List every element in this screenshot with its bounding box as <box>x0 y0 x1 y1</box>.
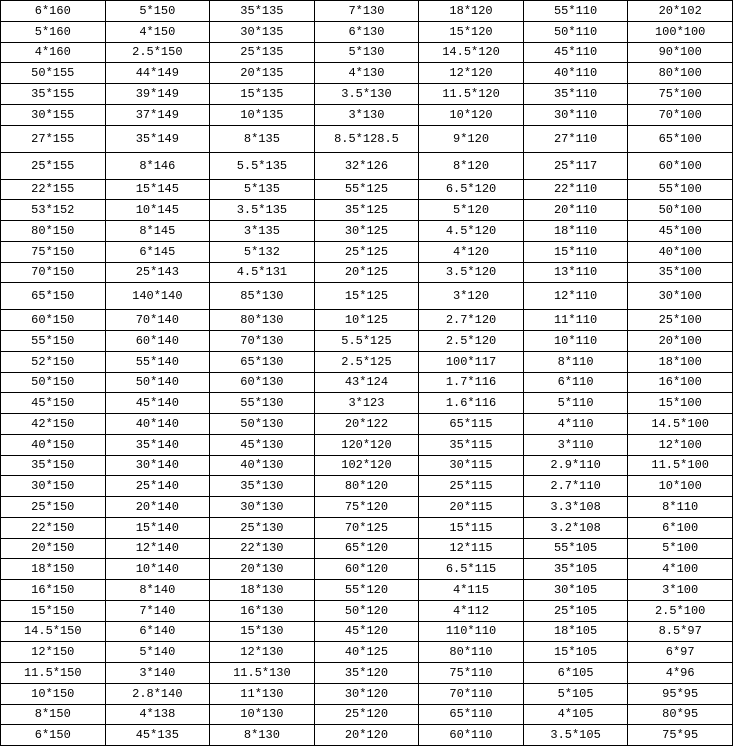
table-cell: 6*110 <box>523 372 628 393</box>
table-cell: 18*120 <box>419 1 524 22</box>
table-cell: 80*95 <box>628 704 733 725</box>
table-cell: 25*120 <box>314 704 419 725</box>
table-cell: 50*100 <box>628 200 733 221</box>
table-cell: 6*140 <box>105 621 210 642</box>
table-row <box>1 283 733 310</box>
table-cell: 75*150 <box>1 241 106 262</box>
table-row <box>1 84 733 105</box>
table-row <box>1 152 733 179</box>
table-cell: 40*150 <box>1 434 106 455</box>
table-cell: 30*150 <box>1 476 106 497</box>
table-cell: 35*135 <box>210 1 315 22</box>
table-cell: 2.8*140 <box>105 683 210 704</box>
table-cell: 8.5*97 <box>628 621 733 642</box>
table-row <box>1 125 733 152</box>
table-cell: 45*130 <box>210 434 315 455</box>
table-cell: 110*110 <box>419 621 524 642</box>
table-cell: 65*110 <box>419 704 524 725</box>
table-cell: 4*160 <box>1 42 106 63</box>
table-cell: 20*135 <box>210 63 315 84</box>
table-cell: 1.7*116 <box>419 372 524 393</box>
table-cell: 40*140 <box>105 414 210 435</box>
table-cell: 100*100 <box>628 21 733 42</box>
table-cell: 75*120 <box>314 497 419 518</box>
table-cell: 60*150 <box>1 310 106 331</box>
table-cell: 14.5*150 <box>1 621 106 642</box>
table-cell: 60*110 <box>419 725 524 746</box>
table-cell: 2.5*120 <box>419 331 524 352</box>
table-cell: 5*135 <box>210 179 315 200</box>
table-cell: 30*130 <box>210 497 315 518</box>
table-cell: 11.5*120 <box>419 84 524 105</box>
table-row <box>1 455 733 476</box>
table-cell: 15*125 <box>314 283 419 310</box>
table-cell: 20*130 <box>210 559 315 580</box>
table-cell: 5*150 <box>105 1 210 22</box>
table-cell: 4*96 <box>628 663 733 684</box>
table-cell: 43*124 <box>314 372 419 393</box>
table-cell: 50*150 <box>1 372 106 393</box>
table-cell: 75*95 <box>628 725 733 746</box>
table-cell: 50*155 <box>1 63 106 84</box>
table-cell: 60*100 <box>628 152 733 179</box>
table-row <box>1 621 733 642</box>
table-row <box>1 1 733 22</box>
table-row <box>1 262 733 283</box>
table-cell: 5*130 <box>314 42 419 63</box>
table-cell: 4*110 <box>523 414 628 435</box>
table-cell: 45*135 <box>105 725 210 746</box>
table-cell: 7*140 <box>105 600 210 621</box>
table-cell: 4*130 <box>314 63 419 84</box>
table-row <box>1 331 733 352</box>
table-cell: 4*112 <box>419 600 524 621</box>
table-cell: 100*117 <box>419 351 524 372</box>
table-cell: 60*130 <box>210 372 315 393</box>
table-cell: 15*150 <box>1 600 106 621</box>
table-cell: 30*105 <box>523 580 628 601</box>
table-cell: 3.2*108 <box>523 517 628 538</box>
table-cell: 140*140 <box>105 283 210 310</box>
table-cell: 55*140 <box>105 351 210 372</box>
table-cell: 45*140 <box>105 393 210 414</box>
table-row <box>1 642 733 663</box>
table-cell: 35*140 <box>105 434 210 455</box>
dimension-table-body <box>1 1 733 746</box>
table-cell: 20*100 <box>628 331 733 352</box>
table-cell: 11.5*100 <box>628 455 733 476</box>
table-cell: 15*145 <box>105 179 210 200</box>
table-cell: 32*126 <box>314 152 419 179</box>
table-cell: 2.7*120 <box>419 310 524 331</box>
table-cell: 80*130 <box>210 310 315 331</box>
table-cell: 35*130 <box>210 476 315 497</box>
table-row <box>1 476 733 497</box>
table-cell: 8.5*128.5 <box>314 125 419 152</box>
table-cell: 45*150 <box>1 393 106 414</box>
table-cell: 5*120 <box>419 200 524 221</box>
table-cell: 35*110 <box>523 84 628 105</box>
table-cell: 3*110 <box>523 434 628 455</box>
table-cell: 80*110 <box>419 642 524 663</box>
table-cell: 18*110 <box>523 221 628 242</box>
table-cell: 20*140 <box>105 497 210 518</box>
table-cell: 85*130 <box>210 283 315 310</box>
table-row <box>1 497 733 518</box>
table-cell: 55*125 <box>314 179 419 200</box>
table-cell: 55*100 <box>628 179 733 200</box>
table-cell: 55*120 <box>314 580 419 601</box>
table-cell: 2.9*110 <box>523 455 628 476</box>
table-cell: 8*120 <box>419 152 524 179</box>
table-cell: 6*130 <box>314 21 419 42</box>
table-cell: 22*130 <box>210 538 315 559</box>
table-cell: 27*110 <box>523 125 628 152</box>
table-cell: 10*140 <box>105 559 210 580</box>
table-cell: 65*115 <box>419 414 524 435</box>
table-cell: 8*110 <box>628 497 733 518</box>
table-cell: 45*110 <box>523 42 628 63</box>
table-cell: 45*100 <box>628 221 733 242</box>
table-cell: 25*150 <box>1 497 106 518</box>
table-row <box>1 351 733 372</box>
table-cell: 50*110 <box>523 21 628 42</box>
table-cell: 50*130 <box>210 414 315 435</box>
table-cell: 39*149 <box>105 84 210 105</box>
table-cell: 5*160 <box>1 21 106 42</box>
table-cell: 52*150 <box>1 351 106 372</box>
table-cell: 10*110 <box>523 331 628 352</box>
table-cell: 8*140 <box>105 580 210 601</box>
table-cell: 35*125 <box>314 200 419 221</box>
table-cell: 30*140 <box>105 455 210 476</box>
table-cell: 25*115 <box>419 476 524 497</box>
table-cell: 120*120 <box>314 434 419 455</box>
table-row <box>1 725 733 746</box>
table-cell: 20*120 <box>314 725 419 746</box>
table-cell: 7*130 <box>314 1 419 22</box>
table-row <box>1 179 733 200</box>
table-cell: 4*100 <box>628 559 733 580</box>
table-cell: 8*135 <box>210 125 315 152</box>
table-cell: 30*125 <box>314 221 419 242</box>
table-cell: 40*130 <box>210 455 315 476</box>
table-cell: 55*110 <box>523 1 628 22</box>
table-cell: 30*155 <box>1 104 106 125</box>
table-cell: 18*100 <box>628 351 733 372</box>
table-cell: 25*125 <box>314 241 419 262</box>
table-row <box>1 538 733 559</box>
table-row <box>1 600 733 621</box>
table-cell: 10*145 <box>105 200 210 221</box>
table-cell: 80*100 <box>628 63 733 84</box>
table-cell: 16*100 <box>628 372 733 393</box>
table-cell: 80*150 <box>1 221 106 242</box>
table-cell: 10*150 <box>1 683 106 704</box>
table-row <box>1 63 733 84</box>
table-cell: 35*105 <box>523 559 628 580</box>
table-cell: 5*132 <box>210 241 315 262</box>
table-cell: 12*150 <box>1 642 106 663</box>
table-cell: 14.5*100 <box>628 414 733 435</box>
table-cell: 70*125 <box>314 517 419 538</box>
table-cell: 6*100 <box>628 517 733 538</box>
table-cell: 3*100 <box>628 580 733 601</box>
table-cell: 80*120 <box>314 476 419 497</box>
table-cell: 65*150 <box>1 283 106 310</box>
table-cell: 15*130 <box>210 621 315 642</box>
table-cell: 6*145 <box>105 241 210 262</box>
table-cell: 4*120 <box>419 241 524 262</box>
table-cell: 4*138 <box>105 704 210 725</box>
table-cell: 70*140 <box>105 310 210 331</box>
table-row <box>1 434 733 455</box>
table-cell: 40*125 <box>314 642 419 663</box>
table-cell: 8*110 <box>523 351 628 372</box>
table-cell: 25*100 <box>628 310 733 331</box>
table-cell: 55*105 <box>523 538 628 559</box>
table-cell: 5.5*135 <box>210 152 315 179</box>
table-cell: 102*120 <box>314 455 419 476</box>
table-cell: 3.5*120 <box>419 262 524 283</box>
table-cell: 50*120 <box>314 600 419 621</box>
table-cell: 4*115 <box>419 580 524 601</box>
table-cell: 12*120 <box>419 63 524 84</box>
table-cell: 3.5*105 <box>523 725 628 746</box>
table-cell: 18*130 <box>210 580 315 601</box>
table-cell: 60*140 <box>105 331 210 352</box>
table-cell: 4.5*120 <box>419 221 524 242</box>
table-cell: 8*146 <box>105 152 210 179</box>
table-row <box>1 580 733 601</box>
table-cell: 55*150 <box>1 331 106 352</box>
table-cell: 3*140 <box>105 663 210 684</box>
table-cell: 3.5*135 <box>210 200 315 221</box>
table-row <box>1 104 733 125</box>
table-cell: 35*149 <box>105 125 210 152</box>
table-cell: 90*100 <box>628 42 733 63</box>
table-cell: 11*110 <box>523 310 628 331</box>
table-cell: 16*150 <box>1 580 106 601</box>
table-row <box>1 372 733 393</box>
table-row <box>1 200 733 221</box>
table-row <box>1 704 733 725</box>
table-cell: 22*110 <box>523 179 628 200</box>
table-cell: 27*155 <box>1 125 106 152</box>
table-cell: 16*130 <box>210 600 315 621</box>
table-cell: 30*110 <box>523 104 628 125</box>
table-cell: 6.5*120 <box>419 179 524 200</box>
table-row <box>1 393 733 414</box>
table-cell: 12*140 <box>105 538 210 559</box>
table-cell: 15*115 <box>419 517 524 538</box>
table-cell: 42*150 <box>1 414 106 435</box>
table-cell: 10*125 <box>314 310 419 331</box>
table-cell: 50*140 <box>105 372 210 393</box>
table-cell: 22*155 <box>1 179 106 200</box>
table-cell: 6*160 <box>1 1 106 22</box>
table-cell: 4*105 <box>523 704 628 725</box>
table-cell: 25*143 <box>105 262 210 283</box>
table-cell: 10*100 <box>628 476 733 497</box>
table-cell: 20*115 <box>419 497 524 518</box>
table-cell: 5*140 <box>105 642 210 663</box>
table-cell: 5*100 <box>628 538 733 559</box>
table-cell: 9*120 <box>419 125 524 152</box>
table-cell: 8*145 <box>105 221 210 242</box>
table-cell: 8*130 <box>210 725 315 746</box>
table-cell: 25*155 <box>1 152 106 179</box>
table-cell: 2.5*150 <box>105 42 210 63</box>
table-cell: 20*150 <box>1 538 106 559</box>
table-cell: 65*130 <box>210 351 315 372</box>
table-cell: 11.5*130 <box>210 663 315 684</box>
table-cell: 4*150 <box>105 21 210 42</box>
table-cell: 6*97 <box>628 642 733 663</box>
table-cell: 1.6*116 <box>419 393 524 414</box>
table-cell: 15*110 <box>523 241 628 262</box>
table-cell: 20*125 <box>314 262 419 283</box>
table-cell: 3.3*108 <box>523 497 628 518</box>
table-cell: 65*120 <box>314 538 419 559</box>
table-cell: 53*152 <box>1 200 106 221</box>
table-cell: 25*140 <box>105 476 210 497</box>
table-cell: 14.5*120 <box>419 42 524 63</box>
table-row <box>1 42 733 63</box>
table-cell: 20*102 <box>628 1 733 22</box>
table-row <box>1 241 733 262</box>
table-row <box>1 517 733 538</box>
table-cell: 12*100 <box>628 434 733 455</box>
table-cell: 18*150 <box>1 559 106 580</box>
table-row <box>1 663 733 684</box>
table-cell: 70*110 <box>419 683 524 704</box>
table-cell: 37*149 <box>105 104 210 125</box>
table-cell: 30*135 <box>210 21 315 42</box>
table-cell: 6*150 <box>1 725 106 746</box>
table-cell: 25*130 <box>210 517 315 538</box>
table-cell: 15*120 <box>419 21 524 42</box>
table-cell: 20*122 <box>314 414 419 435</box>
table-cell: 10*120 <box>419 104 524 125</box>
table-cell: 35*120 <box>314 663 419 684</box>
table-cell: 6*105 <box>523 663 628 684</box>
table-cell: 11.5*150 <box>1 663 106 684</box>
table-cell: 35*150 <box>1 455 106 476</box>
table-cell: 60*120 <box>314 559 419 580</box>
table-cell: 65*100 <box>628 125 733 152</box>
table-cell: 15*105 <box>523 642 628 663</box>
table-cell: 75*110 <box>419 663 524 684</box>
table-cell: 15*135 <box>210 84 315 105</box>
table-cell: 30*100 <box>628 283 733 310</box>
table-cell: 44*149 <box>105 63 210 84</box>
table-cell: 3.5*130 <box>314 84 419 105</box>
table-cell: 25*135 <box>210 42 315 63</box>
table-cell: 15*140 <box>105 517 210 538</box>
table-cell: 13*110 <box>523 262 628 283</box>
table-cell: 35*100 <box>628 262 733 283</box>
table-cell: 8*150 <box>1 704 106 725</box>
table-cell: 20*110 <box>523 200 628 221</box>
table-cell: 15*100 <box>628 393 733 414</box>
table-cell: 25*105 <box>523 600 628 621</box>
table-row <box>1 221 733 242</box>
table-cell: 55*130 <box>210 393 315 414</box>
table-row <box>1 559 733 580</box>
table-cell: 75*100 <box>628 84 733 105</box>
table-cell: 10*130 <box>210 704 315 725</box>
table-row <box>1 310 733 331</box>
table-cell: 45*120 <box>314 621 419 642</box>
table-cell: 12*130 <box>210 642 315 663</box>
table-cell: 25*117 <box>523 152 628 179</box>
table-cell: 22*150 <box>1 517 106 538</box>
table-cell: 11*130 <box>210 683 315 704</box>
table-cell: 10*135 <box>210 104 315 125</box>
table-cell: 3*120 <box>419 283 524 310</box>
table-cell: 12*115 <box>419 538 524 559</box>
table-cell: 5.5*125 <box>314 331 419 352</box>
table-cell: 5*110 <box>523 393 628 414</box>
table-cell: 30*115 <box>419 455 524 476</box>
table-cell: 2.5*100 <box>628 600 733 621</box>
table-cell: 35*115 <box>419 434 524 455</box>
table-cell: 6.5*115 <box>419 559 524 580</box>
table-row <box>1 683 733 704</box>
table-cell: 95*95 <box>628 683 733 704</box>
table-cell: 3*123 <box>314 393 419 414</box>
table-cell: 3*130 <box>314 104 419 125</box>
table-cell: 70*100 <box>628 104 733 125</box>
table-row <box>1 21 733 42</box>
table-cell: 70*130 <box>210 331 315 352</box>
table-cell: 5*105 <box>523 683 628 704</box>
table-cell: 40*110 <box>523 63 628 84</box>
table-cell: 2.7*110 <box>523 476 628 497</box>
table-cell: 35*155 <box>1 84 106 105</box>
table-cell: 2.5*125 <box>314 351 419 372</box>
table-cell: 12*110 <box>523 283 628 310</box>
table-cell: 30*120 <box>314 683 419 704</box>
table-cell: 4.5*131 <box>210 262 315 283</box>
table-cell: 18*105 <box>523 621 628 642</box>
table-row <box>1 414 733 435</box>
table-cell: 70*150 <box>1 262 106 283</box>
table-cell: 40*100 <box>628 241 733 262</box>
table-cell: 3*135 <box>210 221 315 242</box>
